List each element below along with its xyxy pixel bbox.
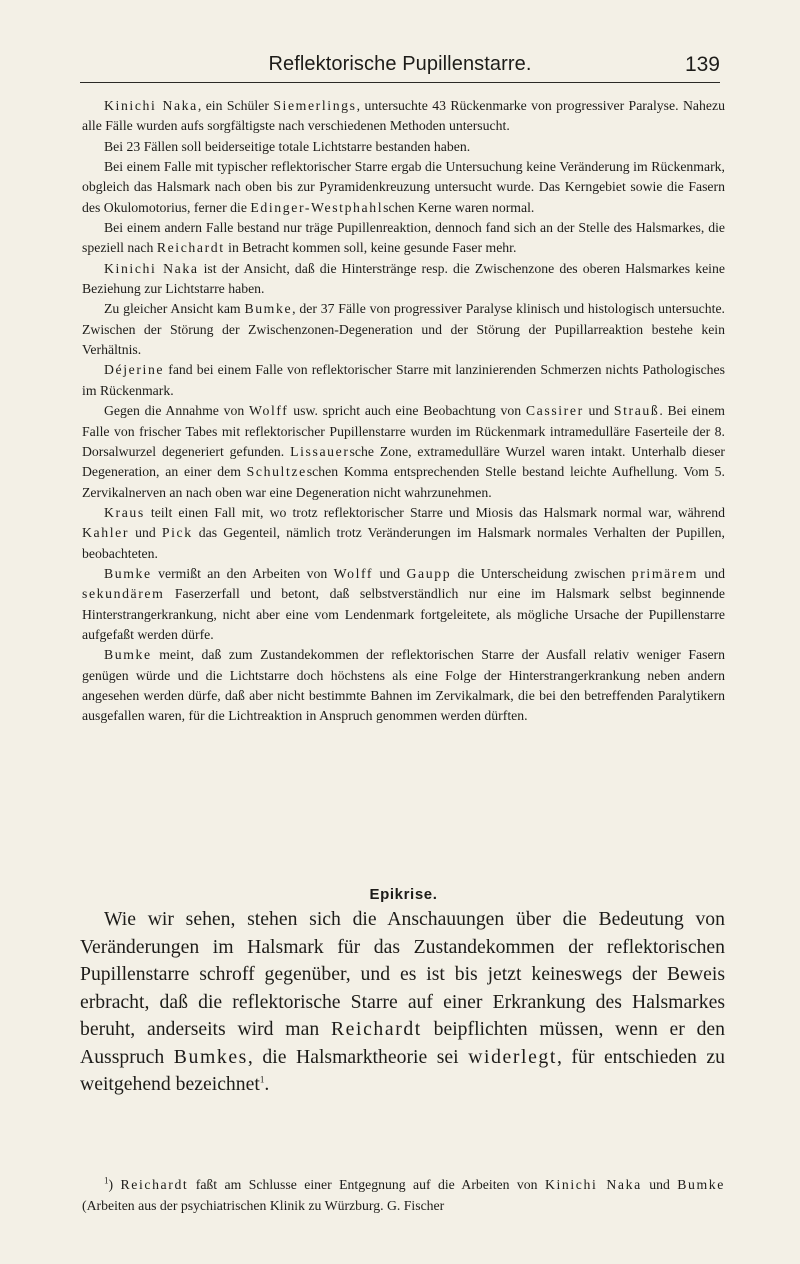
spaced-name: Siemerlings (273, 98, 357, 113)
text-run: teilt einen Fall mit, wo trotz reflektorischer Starre und Miosis das Halsmark normal war, während (144, 504, 725, 520)
text-run: , der 37 Fälle von progressiver Paralyse klinisch und histologisch untersuchte. Zwischen der Störung der Zwischenzonen-Degeneration und der Störung der Pupillarreaktion bestehe kein Verhältnis. (82, 301, 725, 358)
footnote-marker: 1 (259, 1074, 265, 1085)
page-header (80, 53, 720, 85)
text-run: und (698, 565, 726, 581)
spaced-name: Reichardt (156, 240, 225, 256)
spaced-name: primärem (631, 565, 698, 581)
text-run: und (583, 403, 614, 419)
spaced-name: Bumke (244, 301, 293, 317)
spaced-name: Bumke (104, 565, 152, 581)
spaced-name: Lissauer (290, 443, 350, 459)
text-run: und (641, 1177, 678, 1192)
text-run: vermißt an den Arbeiten von (151, 565, 334, 581)
page-number: 139 (684, 53, 720, 76)
text-run: (Arbeiten aus der psychiatrischen Klinik zu Würzburg. G. Fischer (82, 1197, 445, 1213)
paragraph (82, 259, 725, 300)
spaced-name: Bumkes (173, 1045, 248, 1068)
body-text (82, 96, 725, 727)
spaced-name: Wolff (249, 403, 289, 419)
text-run: Bei einem andern Falle bestand nur träge Pupillenreaktion, dennoch fand sich an der Stelle des Halsmarkes, die speziell nach (82, 220, 725, 256)
spaced-name: Cassirer (525, 403, 584, 419)
footnote-text (82, 1175, 725, 1216)
text-run: Wie wir sehen, stehen sich die Anschauungen über die Bedeutung von Veränderungen im Halsmark für das Zustandekommen der reflektorischen Pupillenstarre schroff gegenüber, und es ist bis jetzt keineswegs der Beweis erbracht, daß die reflektorische Starre auf einer Erkrankung des Halsmarkes beruht, anderseits wird man (80, 908, 725, 1040)
text-run: . Bei einem Falle von frischer Tabes mit reflektorischer Pupillenstarre wurden im Rückenmark intramedulläre Faserteile der 8. Dorsalwurzel degeneriert gefunden. (82, 403, 725, 459)
text-run: sche Zone, extramedulläre Wurzel waren intakt. Unterhalb dieser Degeneration, an einer dem (82, 443, 726, 480)
epikrise-paragraph (80, 906, 725, 1099)
spaced-name: Schultze (246, 464, 307, 480)
text-run: usw. spricht auch eine Beobachtung von (288, 403, 526, 419)
paragraph (82, 645, 725, 726)
text-run: beipflichten müssen, wenn er den Ausspruch (80, 1018, 726, 1068)
paragraph (82, 401, 725, 503)
footnote (82, 1175, 725, 1216)
text-run: . (264, 1073, 270, 1095)
spaced-name: Gaupp (406, 565, 452, 581)
running-title: Reflektorische Pupillenstarre. (268, 53, 532, 75)
spaced-name: Pick (161, 525, 193, 541)
text-run: fand bei einem Falle von reflektorischer Starre mit lanzinierenden Schmerzen nichts Pathologisches im Rückenmark. (82, 362, 725, 398)
text-run: schen Kerne waren normal. (383, 199, 535, 215)
text-run: in Betracht kommen soll, keine gesunde Faser mehr. (224, 240, 517, 256)
text-run: , die Halsmarktheorie sei (247, 1045, 469, 1068)
spaced-name: Déjerine (104, 362, 165, 378)
text-run: und (129, 525, 162, 541)
paragraph (82, 218, 725, 259)
section-title: Epikrise. (369, 886, 438, 903)
spaced-name: Kraus (104, 504, 145, 520)
paragraph (82, 360, 725, 401)
spaced-name: widerlegt (468, 1045, 557, 1068)
text-run: Bei einem Falle mit typischer reflektorischer Starre ergab die Untersuchung keine Veränderung im Rückenmark, obgleich das Halsmark nach oben bis zur Pyramidenkreuzung untersucht wurde. Das Kerngebiet sowie die Fasern des Okulomotorius, ferner die (82, 159, 725, 215)
spaced-name: Reichardt (120, 1177, 189, 1192)
spaced-name: Bumke (104, 647, 152, 663)
paragraph (82, 96, 725, 137)
text-run: , für entschieden zu weitgehend bezeichnet (80, 1045, 726, 1095)
text-run: meint, daß zum Zustandekommen der reflektorischen Starre der Ausfall relativ weniger Fasern genügen würde und die Lichtstarre doch höchstens als eine Folge der Hinterstrangerkrankung neben andern angesehen werden dürfe, daß aber nicht bestimmte Bahnen im Zervikalmark, die bei den betreffenden Paralytikern ausgefallen waren, für die Lichtreaktion in Anspruch genommen werden dürften. (82, 647, 725, 724)
text-run: Gegen die Annahme von (104, 403, 249, 419)
spaced-name: sekundärem (82, 586, 165, 602)
spaced-name: Kinichi Naka (104, 260, 199, 276)
spaced-name: Reichardt (330, 1018, 422, 1040)
spaced-name: Wolff (333, 565, 374, 581)
spaced-name: Kinichi Naka (104, 98, 198, 113)
spaced-name: Kinichi Naka (544, 1177, 642, 1192)
spaced-name: Kahler (82, 525, 130, 541)
text-run: ) (108, 1177, 121, 1192)
text-run: und (373, 565, 407, 581)
text-run: Zu gleicher Ansicht kam (104, 301, 245, 317)
spaced-name: Edinger-Westphahl (250, 199, 384, 215)
text-run: , ein Schüler (197, 98, 274, 113)
text-run: faßt am Schlusse einer Entgegnung auf die Arbeiten von (188, 1177, 545, 1192)
spaced-name: Bumke (677, 1177, 725, 1192)
paragraph (82, 503, 725, 564)
paragraph (82, 299, 725, 360)
spaced-name: Strauß (613, 403, 660, 419)
text-run: schen Komma entsprechenden Stelle bestand leichte Aufhellung. Vom 5. Zervikalnerven an nach oben war eine Degeneration nicht wahrzunehmen. (82, 464, 725, 500)
text-run: das Gegenteil, nämlich trotz Veränderungen im Halsmark normales Verhalten der Pupillen, beobachteten. (82, 525, 725, 561)
text-run: die Unterscheidung zwischen (451, 565, 632, 581)
paragraph (82, 157, 725, 218)
header-rule (80, 82, 720, 83)
text-run: ist der Ansicht, daß die Hinterstränge resp. die Zwischenzone des oberen Halsmarkes keine Beziehung zur Lichtstarre haben. (82, 260, 725, 297)
footnote-marker: 1 (104, 1175, 109, 1186)
text-run: Bei 23 Fällen soll beiderseitige totale Lichtstarre bestanden haben. (104, 138, 471, 154)
text-run: Faserzerfall und betont, daß selbstverständlich nur eine im Halsmark selbst beginnende Hinterstrangerkrankung, nicht aber eine vom Lendenmark fortgeleitete, als mögliche Ursache der Pupillenstarre aufgefaßt werden dürfe. (82, 586, 725, 642)
epikrise-text (80, 906, 725, 1099)
paragraph (82, 137, 725, 157)
paragraph (82, 564, 725, 645)
text-run: , untersuchte 43 Rückenmarke von progressiver Paralyse. Nahezu alle Fälle wurden aufs sorgfältigste nach verschiedenen Methoden untersucht. (82, 98, 725, 134)
